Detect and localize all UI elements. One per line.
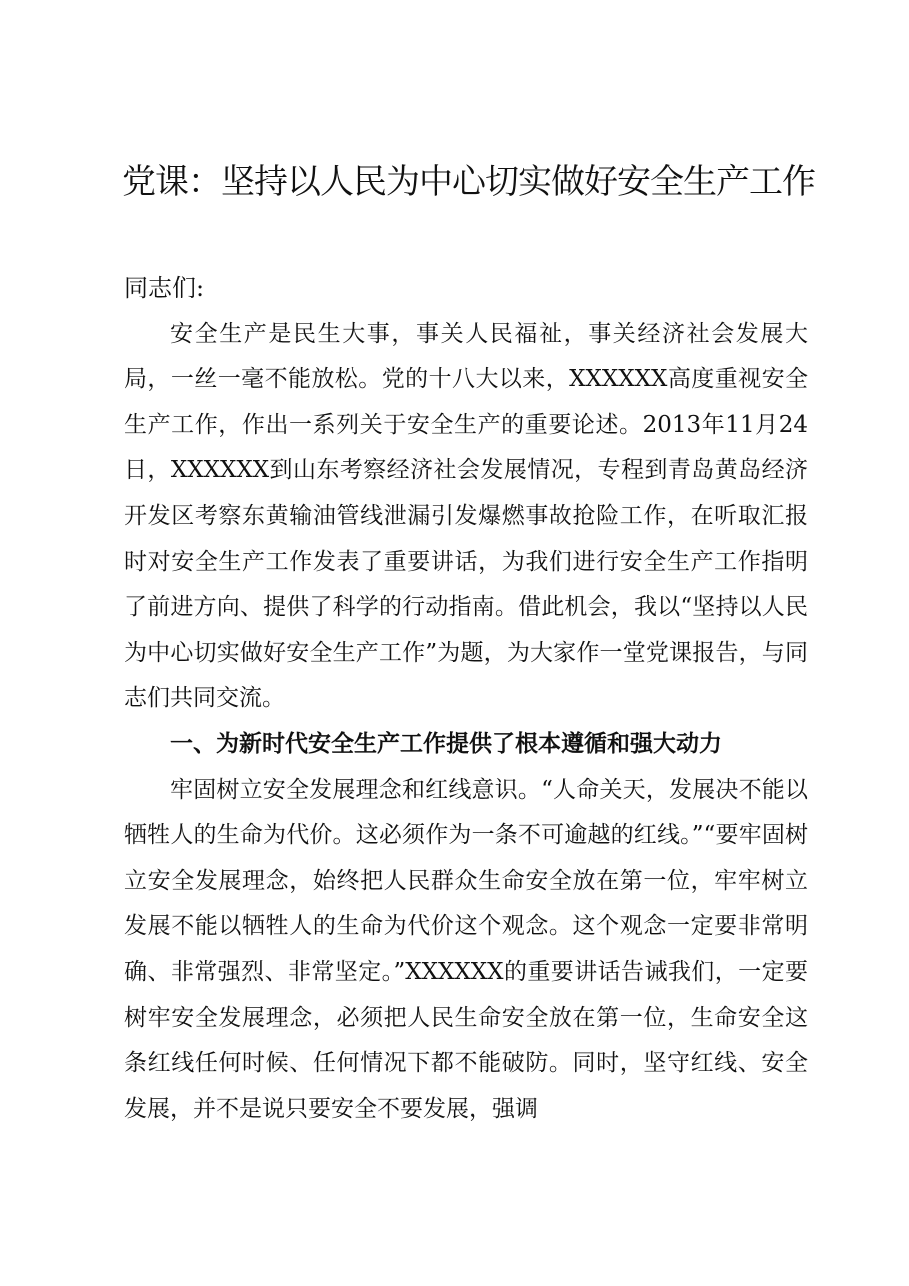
paragraph-red-line: 牢固树立安全发展理念和红线意识。“人命关天，发展决不能以牺牲人的生命为代价。这必须作为一条不可逾越的红线。”“要牢固树立安全发展理念，始终把人民群众生命安全放在第一位，牢牢树立发展不能以牺牲人的生命为代价这个观念。这个观念一定要非常明确、非常强烈、非常坚定。”XXXXXX的重要讲话告诫我们，一定要树牢安全发展理念，必须把人民生命安全放在第一位，生命安全这条红线任何时候、任何情况下都不能破防。同时，坚守红线、安全发展，并不是说只要安全不要发展，强调 xyxy=(124,776,808,1122)
document-body xyxy=(124,266,808,1132)
document-title: 党课：坚持以人民为中心切实做好安全生产工作 xyxy=(122,162,815,202)
section-heading-1: 一、为新时代安全生产工作提供了根本遵循和强大动力 xyxy=(170,730,722,757)
paragraph-intro: 安全生产是民生大事，事关人民福祉，事关经济社会发展大局，一丝一毫不能放松。党的十八大以来，XXXXXX高度重视安全生产工作，作出一系列关于安全生产的重要论述。2013年11月24日，XXXXXX到山东考察经济社会发展情况，专程到青岛黄岛经济开发区考察东黄输油管线泄漏引发爆燃事故抢险工作，在听取汇报时对安全生产工作发表了重要讲话，为我们进行安全生产工作指明了前进方向、提供了科学的行动指南。借此机会，我以“坚持以人民为中心切实做好安全生产工作”为题，为大家作一堂党课报告，与同志们共同交流。 xyxy=(124,320,808,712)
salutation: 同志们: xyxy=(124,274,205,302)
